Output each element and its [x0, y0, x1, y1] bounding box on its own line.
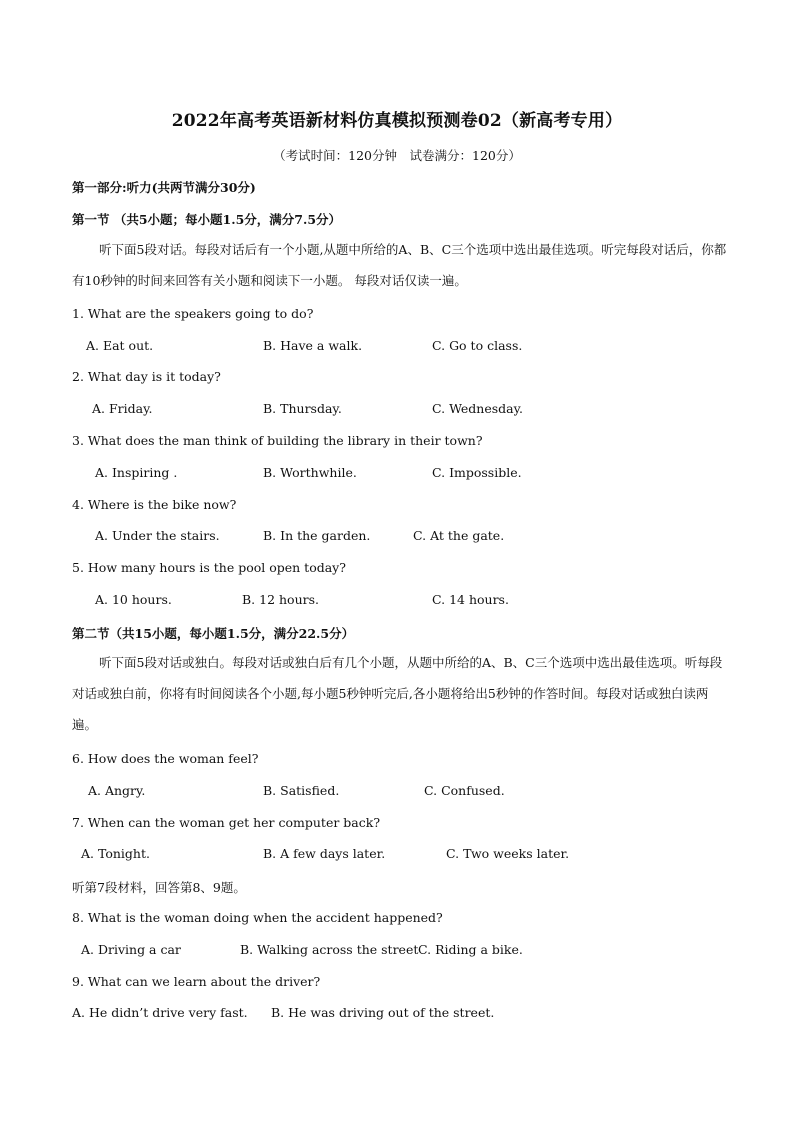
q8-option-a: A. Driving a car [81, 942, 181, 957]
q3-option-c: C. Impossible. [432, 465, 522, 480]
q3-option-b: B. Worthwhile. [263, 465, 357, 480]
exam-info: （考试时间：120分钟 试卷满分：120分） [273, 148, 521, 163]
part1-heading: 第一部分:听力(共两节满分30分) [72, 180, 256, 195]
q9-option-a: A. He didn’t drive very fast. [72, 1005, 248, 1020]
q6-option-b: B. Satisfied. [263, 783, 340, 798]
q2-option-c: C. Wednesday. [432, 401, 523, 416]
section1-heading: 第一节 （共5小题；每小题1.5分，满分7.5分） [72, 212, 342, 227]
q1-option-a: A. Eat out. [86, 338, 154, 353]
q3-option-a: A. Inspiring . [95, 465, 178, 480]
q2-option-a: A. Friday. [92, 401, 153, 416]
q4-option-a: A. Under the stairs. [95, 528, 220, 543]
q6-option-c: C. Confused. [424, 783, 505, 798]
q2-option-b: B. Thursday. [263, 401, 342, 416]
q1-option-b: B. Have a walk. [263, 338, 363, 353]
page-title: 2022年高考英语新材料仿真模拟预测卷02（新高考专用） [171, 111, 623, 131]
question-7: 7. When can the woman get her computer back? [72, 815, 381, 830]
question-9: 9. What can we learn about the driver? [72, 974, 321, 989]
section2-instruction: 听下面5段对话或独白。每段对话或独白后有几个小题，从题中所给的A、B、C三个选项中选出最佳选项。听每段对话或独白前，你将有时间阅读各个小题,每小题5秒钟听完后,各小题将给出5秒钟的作答时间。每段对话或独白读两遍。 [72, 655, 723, 732]
q7-option-c: C. Two weeks later. [446, 846, 570, 861]
q8-option-c: C. Riding a bike. [418, 942, 523, 957]
section1-instruction: 听下面5段对话。每段对话后有一个小题,从题中所给的A、B、C三个选项中选出最佳选项。听完每段对话后，你都有10秒钟的时间来回答有关小题和阅读下一小题。 每段对话仅读一遍。 [72, 242, 727, 288]
question-3: 3. What does the man think of building the library in their town? [72, 433, 483, 448]
q7-option-b: B. A few days later. [263, 846, 386, 861]
q9-option-b: B. He was driving out of the street. [271, 1005, 495, 1020]
q1-option-c: C. Go to class. [432, 338, 523, 353]
q7-option-a: A. Tonight. [81, 846, 150, 861]
question-5: 5. How many hours is the pool open today? [72, 560, 346, 575]
question-8: 8. What is the woman doing when the accident happened? [72, 910, 443, 925]
q4-option-b: B. In the garden. [263, 528, 371, 543]
section2-heading: 第二节（共15小题，每小题1.5分，满分22.5分） [72, 626, 355, 641]
question-6: 6. How does the woman feel? [72, 751, 259, 766]
question-4: 4. Where is the bike now? [72, 497, 237, 512]
q5-option-c: C. 14 hours. [432, 592, 509, 607]
q4-option-c: C. At the gate. [413, 528, 505, 543]
q5-option-b: B. 12 hours. [242, 592, 320, 607]
q8-option-b: B. Walking across the street [240, 942, 419, 957]
question-2: 2. What day is it today? [72, 369, 221, 384]
q6-option-a: A. Angry. [88, 783, 146, 798]
material-7-note: 听第7段材料，回答第8、9题。 [72, 880, 246, 895]
question-1: 1. What are the speakers going to do? [72, 306, 314, 321]
q5-option-a: A. 10 hours. [95, 592, 172, 607]
